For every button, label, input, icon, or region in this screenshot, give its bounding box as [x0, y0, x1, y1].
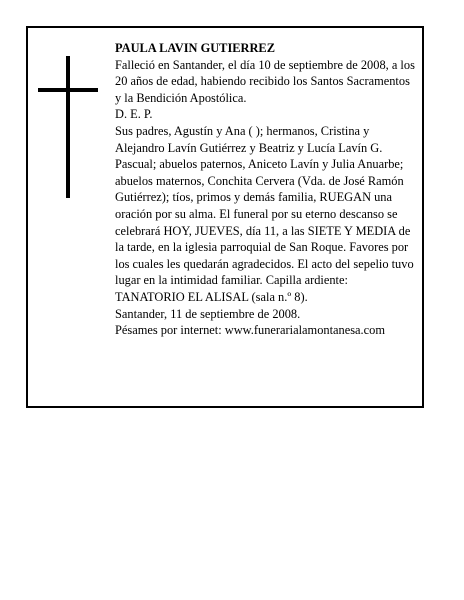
- cross-horizontal-bar: [38, 88, 98, 92]
- cross-vertical-bar: [66, 56, 70, 198]
- latin-cross-icon: [38, 56, 98, 198]
- notice-text: [115, 40, 419, 339]
- deceased-name: PAULA LAVIN GUTIERREZ: [115, 41, 275, 55]
- death-announcement: Falleció en Santander, el día 10 de septiembre de 2008, a los 20 años de edad, habiendo recibido los Santos Sacramentos y la Bendición Apostólica.: [115, 57, 415, 105]
- family-and-funeral-details: Sus padres, Agustín y Ana ( ); hermanos, Cristina y Alejandro Lavín Gutiérrez y Beatriz y Lucía Lavín G. Pascual; abuelos paternos, Aniceto Lavín y Julia Anuarbe; abuelos maternos, Conchita Cervera (Vda. de José Ramón Gutiérrez); tíos, primos y demás familia, RUEGAN una oración por su alma. El funeral por su eterno descanso se celebrará HOY, JUEVES, día 11, a las SIETE Y MEDIA de la tarde, en la iglesia parroquial de San Roque. Favores por los cuales les quedarán agradecidos. El acto del sepelio tuvo lugar en la intimidad familiar. Capilla ardiente: TANATORIO EL ALISAL (sala n.º 8).: [115, 123, 414, 304]
- condolences-website: Pésames por internet: www.funerarialamontanesa.com: [115, 323, 385, 338]
- rip-line: D. E. P.: [115, 107, 153, 122]
- place-and-date: Santander, 11 de septiembre de 2008.: [115, 306, 301, 321]
- obituary-notice: [26, 26, 424, 408]
